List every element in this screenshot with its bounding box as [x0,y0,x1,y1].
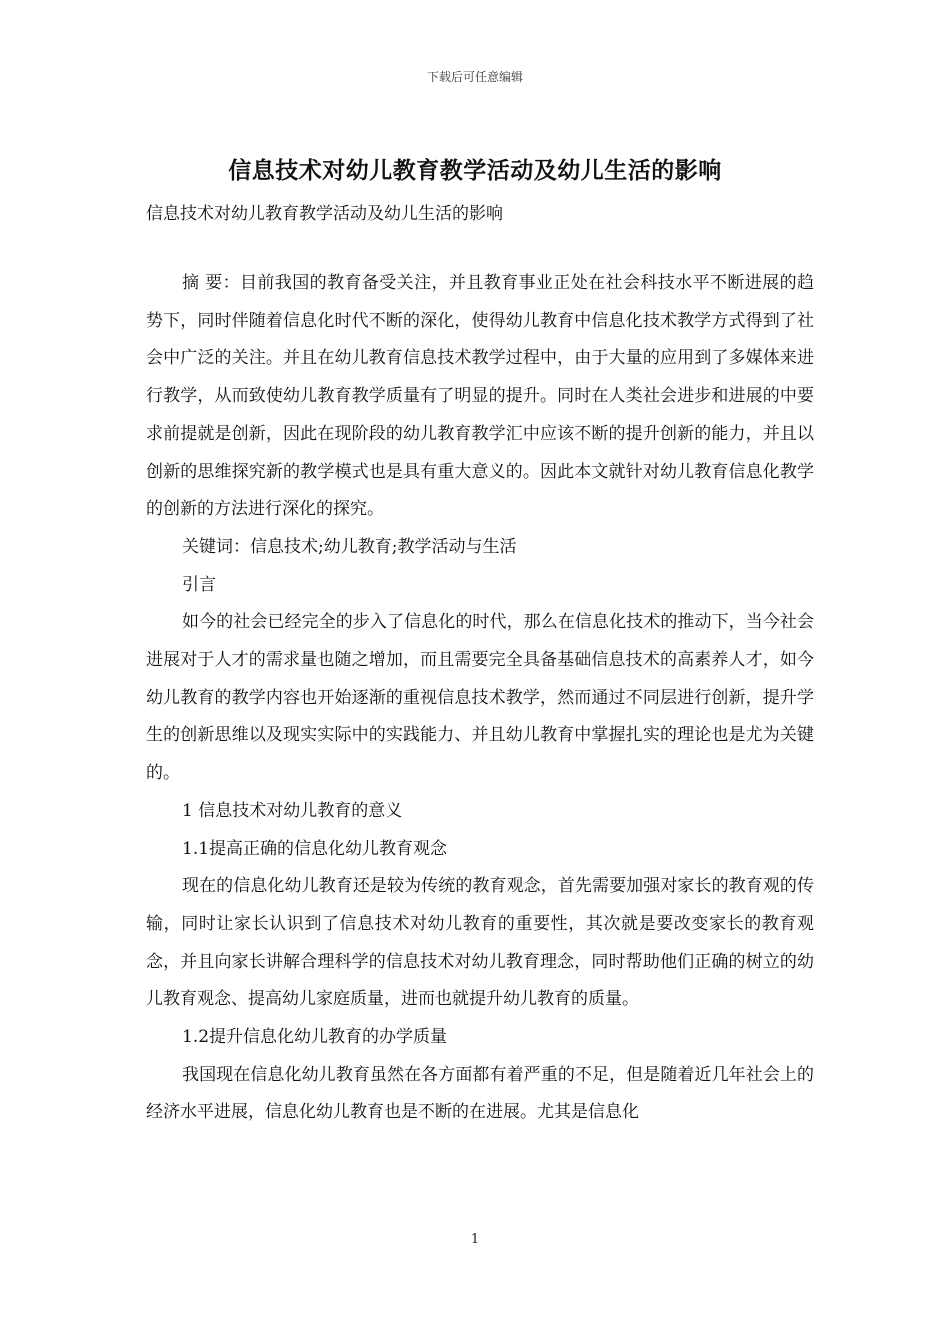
section-heading-1: 1 信息技术对幼儿教育的意义 [182,800,403,821]
abstract-paragraph: 摘 要：目前我国的教育备受关注，并且教育事业正处在社会科技水平不断进展的趋势下，同时伴随着信息化时代不断的深化，使得幼儿教育中信息化技术教学方式得到了社会中广泛的关注。并且在幼儿教育信息技术教学过程中，由于大量的应用到了多媒体来进行教学，从而致使幼儿教育教学质量有了明显的提升。同时在人类社会进步和进展的中要求前提就是创新，因此在现阶段的幼儿教育教学汇中应该不断的提升创新的能力，并且以创新的思维探究新的教学模式也是具有重大意义的。因此本文就针对幼儿教育信息化教学的创新的方法进行深化的探究。 [146,273,814,520]
subsection-heading-1-2: 1.2提升信息化幼儿教育的办学质量 [182,1027,448,1048]
header-note: 下载后可任意编辑 [426,70,523,84]
paragraph-1-1: 现在的信息化幼儿教育还是较为传统的教育观念，首先需要加强对家长的教育观的传输，同时让家长认识到了信息技术对幼儿教育的重要性，其次就是要改变家长的教育观念，并且向家长讲解合理科学的信息技术对幼儿教育理念，同时帮助他们正确的树立的幼儿教育观念、提高幼儿家庭质量，进而也就提升幼儿教育的质量。 [146,876,814,1010]
document-title: 信息技术对幼儿教育教学活动及幼儿生活的影响 [228,157,722,184]
keywords-line: 关键词：信息技术;幼儿教育;教学活动与生活 [182,536,517,557]
section-heading-intro: 引言 [182,574,216,595]
intro-paragraph: 如今的社会已经完全的步入了信息化的时代，那么在信息化技术的推动下，当今社会进展对于人才的需求量也随之增加，而且需要完全具备基础信息技术的高素养人才，如今幼儿教育的教学内容也开始逐渐的重视信息技术教学，然而通过不同层进行创新，提升学生的创新思维以及现实实际中的实践能力、并且幼儿教育中掌握扎实的理论也是尤为关键的。 [146,612,814,784]
page-number: 1 [470,1232,480,1247]
paragraph-1-2: 我国现在信息化幼儿教育虽然在各方面都有着严重的不足，但是随着近几年社会上的经济水平进展，信息化幼儿教育也是不断的在进展。尤其是信息化 [146,1064,814,1123]
document-subtitle: 信息技术对幼儿教育教学活动及幼儿生活的影响 [146,204,503,224]
subsection-heading-1-1: 1.1提高正确的信息化幼儿教育观念 [182,838,448,859]
document-body [146,265,814,1132]
